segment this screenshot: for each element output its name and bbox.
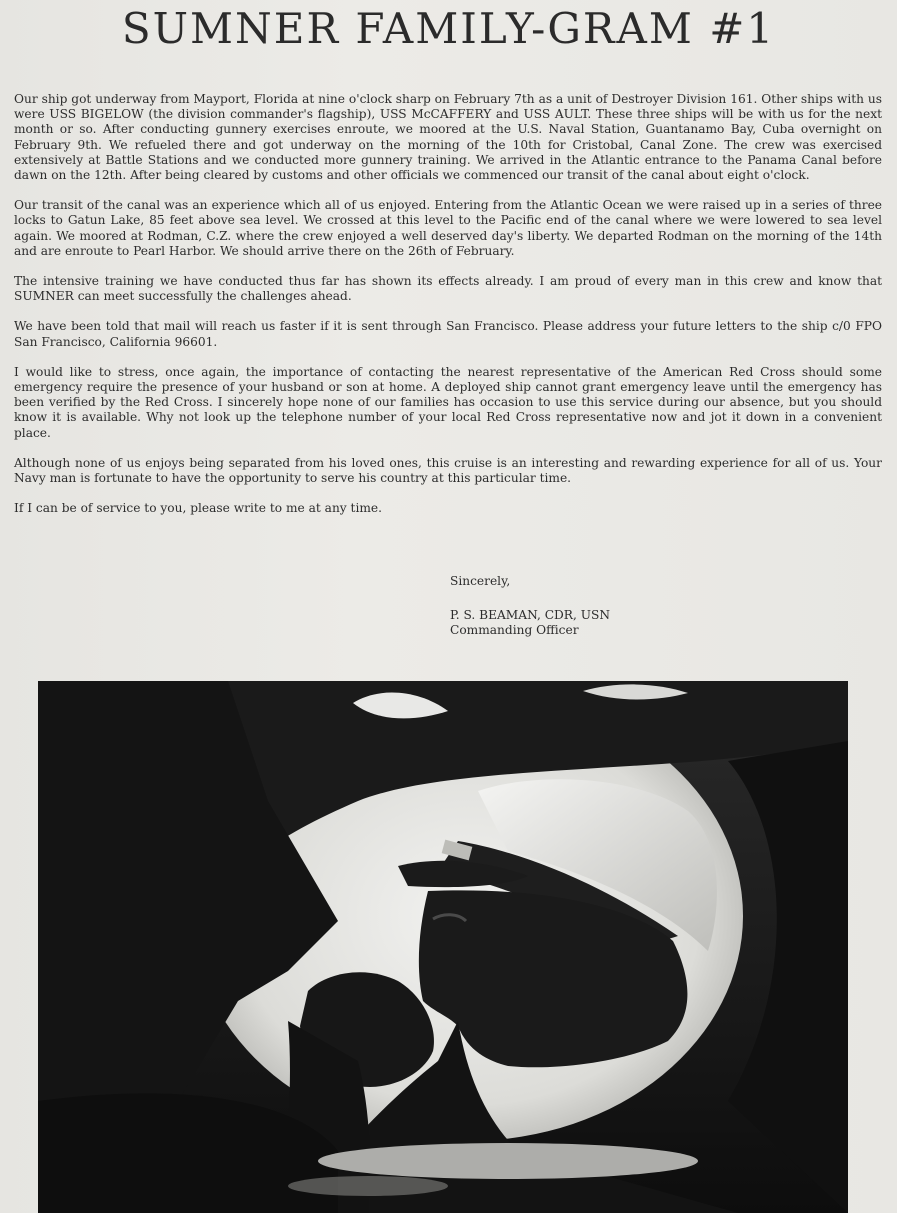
paragraph-service-offer: If I can be of service to you, please write to me at any time. <box>14 501 382 516</box>
officer-photo-image <box>38 681 848 1213</box>
page-title: SUMNER FAMILY-GRAM #1 <box>121 4 776 53</box>
paragraph-departure: Our ship got underway from Mayport, Florida at nine o'clock sharp on February 7th as a unit of Destroyer Division 161. Other ships with us were USS BIGELOW (the division commander's flagship), USS McCAFFERY and USS AULT. These three ships will be with us for the next month or so. After conducting gunnery exercises enroute, we moored at the U.S. Naval Station, Guantanamo Bay, Cuba overnight on February 9th. We refueled there and got underway on the morning of the 10th for Cristobal, Canal Zone. The crew was exercised extensively at Battle Stations and we conducted more gunnery training. We arrived in the Atlantic entrance to the Panama Canal before dawn on the 12th. After being cleared by customs and other officials we commenced our transit of the canal about eight o'clock. <box>14 92 882 183</box>
paragraph-red-cross: I would like to stress, once again, the importance of contacting the nearest representative of the American Red Cross should some emergency require the presence of your husband or son at home. A deployed ship cannot grant emergency leave until the emergency has been verified by the Red Cross. I sincerely hope none of our families has occasion to use this service during our absence, but you should know it is available. Why not look up the telephone number of your local Red Cross representative now and jot it down in a convenient place. <box>14 364 882 440</box>
letter-body <box>14 92 882 531</box>
officer-photo <box>38 681 848 1213</box>
closing-text: Sincerely, <box>450 574 511 588</box>
signer-title: Commanding Officer <box>450 623 579 637</box>
paragraph-canal-transit: Our transit of the canal was an experience which all of us enjoyed. Entering from the Atlantic Ocean we were raised up in a series of three locks to Gatun Lake, 85 feet above sea level. We crossed at this level to the Pacific end of the canal where we were lowered to sea level again. We moored at Rodman, C.Z. where the crew enjoyed a well deserved day's liberty. We departed Rodman on the morning of the 14th and are enroute to Pearl Harbor. We should arrive there on the 26th of February. <box>14 198 882 258</box>
signature-block <box>450 574 610 639</box>
paragraph-separation: Although none of us enjoys being separated from his loved ones, this cruise is an interesting and rewarding experience for all of us. Your Navy man is fortunate to have the opportunity to serve his country at this particular time. <box>14 455 882 486</box>
signer-name: P. S. BEAMAN, CDR, USN <box>450 607 611 622</box>
paragraph-training: The intensive training we have conducted thus far has shown its effects already. I am proud of every man in this crew and know that SUMNER can meet successfully the challenges ahead. <box>14 274 882 304</box>
paragraph-mail: We have been told that mail will reach us faster if it is sent through San Francisco. Please address your future letters to the ship c/0 FPO San Francisco, California 96601. <box>14 319 882 349</box>
